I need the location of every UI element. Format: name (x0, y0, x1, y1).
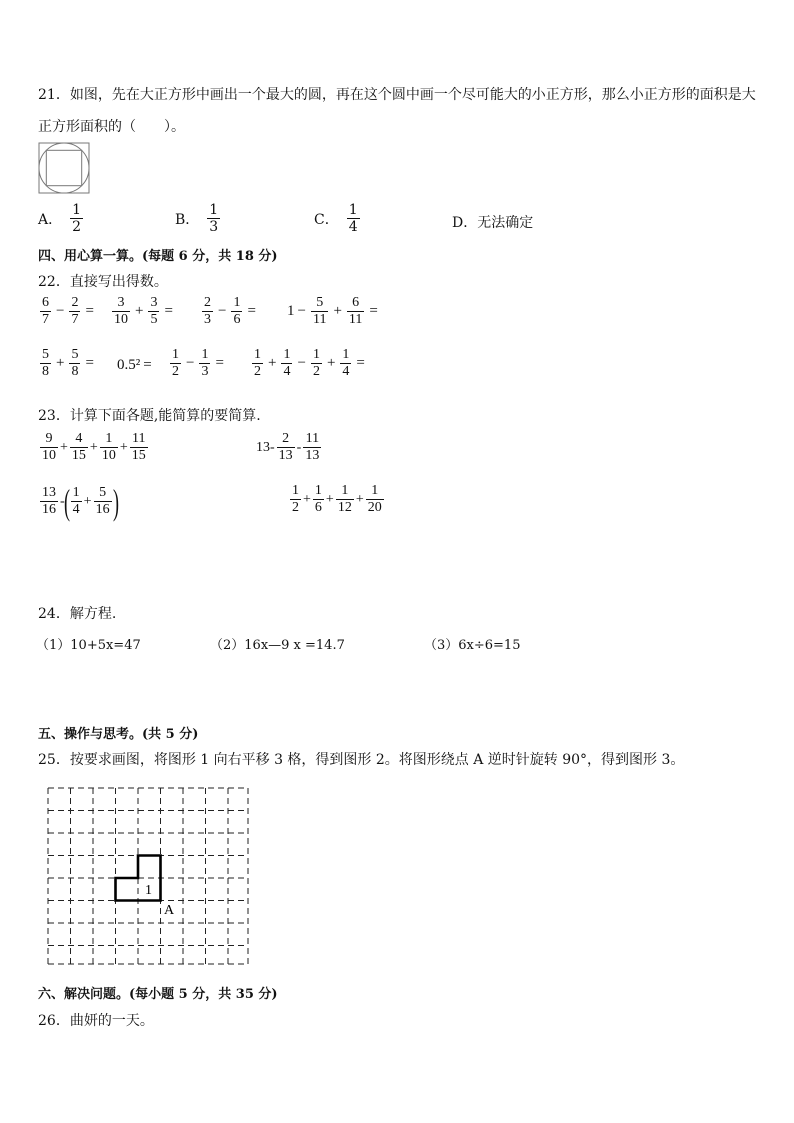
section-4-title: 四、用心算一算。(每题 6 分，共 18 分) (38, 249, 278, 264)
operator: = (85, 303, 94, 320)
numerator: 1 (201, 347, 209, 362)
q23-title: 23．计算下面各题,能简算的要简算. (38, 408, 261, 424)
numerator: 1 (254, 347, 261, 362)
numerator: 2 (282, 431, 290, 446)
denominator: 5 (150, 311, 158, 327)
option-b-fraction (207, 203, 220, 234)
q22-expr-1 (38, 296, 97, 327)
operator: = (164, 303, 173, 320)
math-term: 0.5² (117, 357, 141, 373)
fraction (40, 486, 58, 517)
denominator: 20 (367, 499, 382, 515)
denominator: 7 (42, 311, 49, 327)
q21-line1: 21．如图，先在大正方形中画出一个最大的圆，再在这个圆中画一个尽可能大的小正方形，那么小正方形的面积是大 (38, 87, 756, 103)
parenthesis: ( (63, 482, 70, 522)
denominator: 4 (283, 363, 291, 379)
numerator: 5 (99, 485, 107, 501)
operator: + (268, 355, 277, 372)
q22-expr-4 (287, 296, 381, 327)
q23-expr-2 (256, 432, 323, 463)
option-d-label: D． (452, 215, 478, 231)
math-term: 1 (287, 303, 295, 320)
denominator: 11 (348, 311, 363, 327)
option-c-label: C． (314, 211, 339, 228)
operator: = (356, 355, 365, 372)
denominator: 6 (314, 499, 322, 515)
numerator: 3 (150, 295, 158, 310)
fraction (313, 484, 324, 515)
q24-item-2: （2）16x—9 x =14.7 (210, 638, 345, 653)
numerator: 13 (42, 485, 56, 501)
denominator: 16 (42, 502, 56, 517)
fraction (69, 296, 80, 327)
fraction (290, 484, 301, 515)
math-term: 13- (256, 439, 275, 455)
numerator: 1 (72, 202, 82, 218)
denominator: 2 (254, 363, 261, 379)
q23-expr-1 (38, 432, 150, 463)
math-term: + (303, 491, 311, 507)
q22-expr-3 (200, 296, 259, 327)
q25-grid-figure (46, 786, 252, 968)
q24-item-3: （3）6x÷6=15 (424, 638, 521, 653)
fraction (231, 296, 242, 327)
operator: + (56, 355, 65, 372)
numerator: 1 (233, 295, 241, 310)
fraction (130, 432, 148, 463)
q23-expr-4 (288, 484, 386, 515)
point-a-label: A (164, 903, 175, 918)
denominator: 3 (201, 363, 209, 379)
numerator: 1 (342, 347, 350, 362)
math-term: + (355, 491, 364, 507)
fraction (170, 348, 181, 379)
operator: − (297, 303, 306, 320)
operator: = (369, 303, 378, 320)
operator: = (215, 355, 224, 372)
numerator: 1 (72, 485, 80, 501)
dashed-grid (48, 788, 248, 964)
fraction (112, 296, 130, 327)
math-term: + (325, 491, 334, 507)
fraction (40, 432, 58, 463)
fraction (70, 432, 88, 463)
math-term: - (296, 439, 302, 455)
operator: + (333, 303, 342, 320)
fraction (336, 484, 354, 515)
denominator: 2 (72, 218, 82, 235)
numerator: 1 (292, 483, 299, 498)
numerator: 6 (352, 295, 360, 310)
option-b (175, 203, 222, 234)
fraction (252, 348, 263, 379)
q22-expr-2 (110, 296, 176, 327)
denominator: 10 (101, 447, 116, 463)
numerator: 1 (312, 347, 320, 362)
numerator: 1 (314, 483, 322, 498)
q26-title: 26．曲妍的一天。 (38, 1013, 154, 1029)
option-b-label: B． (175, 211, 200, 228)
denominator: 2 (312, 363, 320, 379)
numerator: 11 (131, 431, 146, 446)
numerator: 1 (283, 347, 291, 362)
numerator: 1 (341, 483, 349, 498)
q22-expr-5 (38, 348, 97, 379)
denominator: 10 (114, 311, 128, 327)
fraction (202, 296, 213, 327)
denominator: 2 (172, 363, 179, 379)
q25-title: 25．按要求画图，将图形 1 向右平移 3 格，得到图形 2。将图形绕点 A 逆时针旋转 90°，得到图形 3。 (38, 752, 685, 768)
operator: + (326, 355, 336, 372)
numerator: 11 (305, 431, 320, 446)
fraction (281, 348, 292, 379)
denominator: 6 (233, 311, 241, 327)
q22-expr-6 (117, 357, 155, 374)
q23-expr-3 (38, 484, 118, 520)
operator: − (218, 303, 227, 320)
fraction (311, 296, 328, 327)
numerator: 5 (71, 347, 79, 362)
option-d-text: 无法确定 (477, 215, 534, 231)
q24-title: 24．解方程. (38, 606, 117, 622)
denominator: 13 (278, 447, 293, 463)
denominator: 7 (71, 311, 79, 327)
denominator: 12 (337, 499, 352, 515)
fraction (199, 348, 210, 379)
numerator: 1 (105, 431, 113, 446)
fraction (148, 296, 159, 327)
q22-expr-8 (250, 348, 368, 379)
math-term: + (119, 439, 128, 455)
operator: + (135, 303, 144, 320)
operator: = (247, 303, 256, 320)
option-a-label: A． (38, 211, 63, 228)
denominator: 15 (131, 447, 146, 463)
fraction (303, 432, 321, 463)
denominator: 2 (292, 499, 299, 515)
option-c-fraction (347, 203, 360, 234)
fraction (94, 486, 112, 517)
numerator: 1 (371, 483, 379, 498)
numerator: 1 (348, 202, 358, 218)
math-term: + (83, 494, 92, 509)
option-a-fraction (70, 203, 83, 234)
fraction (69, 348, 80, 379)
fraction (340, 348, 351, 379)
operator: = (143, 357, 152, 373)
operator: − (186, 355, 195, 372)
numerator: 1 (172, 347, 179, 362)
denominator: 4 (342, 363, 350, 379)
math-term: - (60, 494, 65, 509)
fraction (40, 348, 51, 379)
denominator: 4 (348, 218, 358, 235)
fraction (40, 296, 51, 327)
q22-expr-7 (168, 348, 227, 379)
denominator: 16 (95, 502, 110, 517)
denominator: 11 (312, 311, 327, 327)
numerator: 1 (209, 202, 219, 218)
parenthesis: ) (112, 482, 119, 522)
denominator: 3 (209, 218, 219, 235)
option-c (314, 203, 362, 234)
section-6-title: 六、解决问题。(每小题 5 分，共 35 分) (38, 987, 278, 1002)
denominator: 10 (42, 447, 56, 463)
numerator: 2 (204, 295, 211, 310)
figure-1-label: 1 (145, 883, 152, 898)
fraction (366, 484, 384, 515)
q21-line2: 正方形面积的（ ）。 (38, 119, 185, 135)
operator: − (297, 355, 306, 372)
denominator: 4 (72, 502, 80, 517)
fraction (277, 432, 295, 463)
q22-title: 22．直接写出得数。 (38, 274, 168, 290)
numerator: 5 (42, 347, 49, 362)
operator: = (85, 355, 94, 372)
numerator: 5 (316, 295, 324, 310)
math-term: + (89, 439, 98, 455)
numerator: 9 (45, 431, 53, 446)
numerator: 4 (75, 431, 83, 446)
fraction (311, 348, 322, 379)
numerator: 3 (117, 295, 125, 310)
numerator: 6 (42, 295, 49, 310)
section-5-title: 五、操作与思考。(共 5 分) (38, 727, 199, 742)
fraction (71, 486, 82, 517)
denominator: 8 (71, 363, 79, 379)
option-a (38, 203, 85, 234)
square-circle-figure (38, 142, 90, 194)
denominator: 3 (204, 311, 211, 327)
operator: − (56, 303, 65, 320)
math-term: + (60, 439, 68, 455)
denominator: 8 (42, 363, 49, 379)
fraction (100, 432, 118, 463)
q24-item-1: （1）10+5x=47 (36, 638, 141, 653)
fraction (347, 296, 364, 327)
denominator: 15 (71, 447, 86, 463)
numerator: 2 (71, 295, 79, 310)
denominator: 13 (305, 447, 320, 463)
option-d (452, 212, 533, 232)
